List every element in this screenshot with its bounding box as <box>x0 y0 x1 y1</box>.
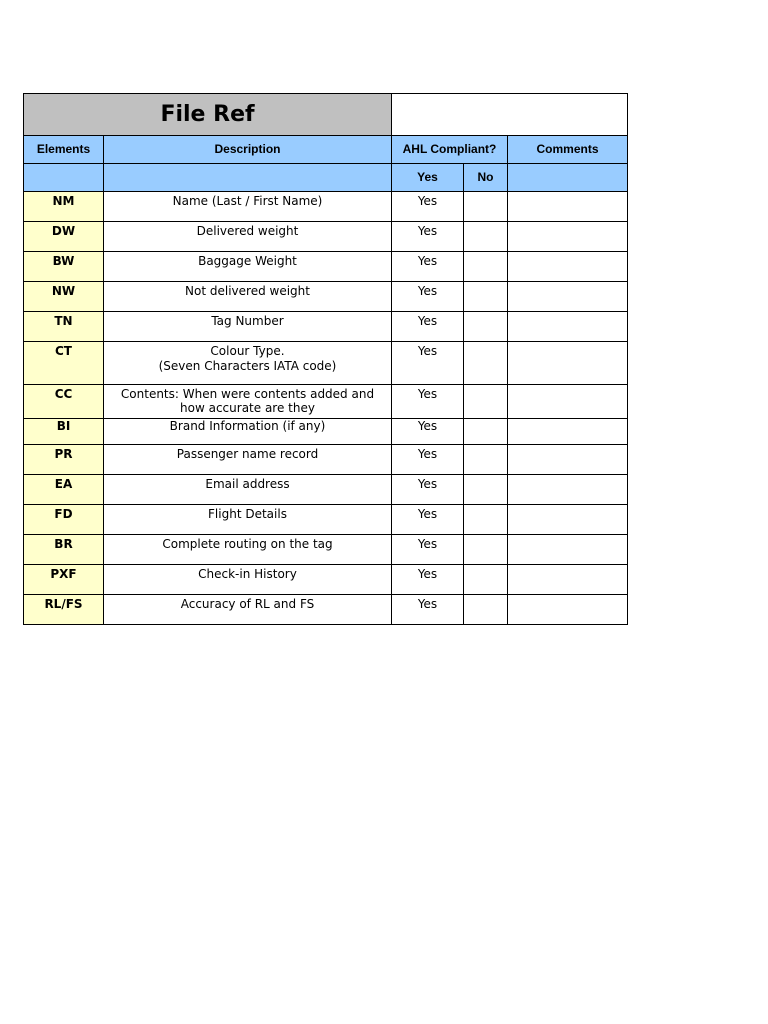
element-code: RL/FS <box>24 595 104 625</box>
comments-cell[interactable] <box>508 505 628 535</box>
compliant-no-cell[interactable] <box>464 192 508 222</box>
table-row <box>24 342 628 385</box>
compliant-yes-cell[interactable]: Yes <box>392 505 464 535</box>
comments-cell[interactable] <box>508 192 628 222</box>
compliance-table <box>23 93 628 625</box>
subheader-blank-comments <box>508 164 628 192</box>
element-code: DW <box>24 222 104 252</box>
element-code: PR <box>24 445 104 475</box>
file-ref-title: File Ref <box>24 94 392 136</box>
file-ref-value-cell[interactable] <box>392 94 628 136</box>
element-code: NM <box>24 192 104 222</box>
compliant-yes-cell[interactable]: Yes <box>392 595 464 625</box>
element-code: EA <box>24 475 104 505</box>
compliant-no-cell[interactable] <box>464 385 508 419</box>
comments-cell[interactable] <box>508 222 628 252</box>
compliant-yes-cell[interactable]: Yes <box>392 565 464 595</box>
header-row <box>24 136 628 164</box>
header-ahl-compliant: AHL Compliant? <box>392 136 508 164</box>
compliant-no-cell[interactable] <box>464 419 508 445</box>
element-code: PXF <box>24 565 104 595</box>
table-row <box>24 222 628 252</box>
table-row <box>24 312 628 342</box>
element-description: Baggage Weight <box>104 252 392 282</box>
compliant-yes-cell[interactable]: Yes <box>392 419 464 445</box>
element-code: FD <box>24 505 104 535</box>
compliant-no-cell[interactable] <box>464 595 508 625</box>
element-description: Tag Number <box>104 312 392 342</box>
table-row <box>24 565 628 595</box>
element-description: Delivered weight <box>104 222 392 252</box>
compliant-no-cell[interactable] <box>464 565 508 595</box>
element-description: Passenger name record <box>104 445 392 475</box>
element-code: BR <box>24 535 104 565</box>
subheader-yes: Yes <box>392 164 464 192</box>
comments-cell[interactable] <box>508 445 628 475</box>
element-code: NW <box>24 282 104 312</box>
compliant-no-cell[interactable] <box>464 475 508 505</box>
comments-cell[interactable] <box>508 419 628 445</box>
title-row <box>24 94 628 136</box>
compliant-no-cell[interactable] <box>464 445 508 475</box>
comments-cell[interactable] <box>508 535 628 565</box>
table-row <box>24 252 628 282</box>
table-row <box>24 595 628 625</box>
element-description: Not delivered weight <box>104 282 392 312</box>
compliant-yes-cell[interactable]: Yes <box>392 282 464 312</box>
element-code: CC <box>24 385 104 419</box>
table-row <box>24 535 628 565</box>
subheader-no: No <box>464 164 508 192</box>
compliant-yes-cell[interactable]: Yes <box>392 252 464 282</box>
compliant-yes-cell[interactable]: Yes <box>392 385 464 419</box>
subheader-blank-elements <box>24 164 104 192</box>
subheader-blank-description <box>104 164 392 192</box>
header-elements: Elements <box>24 136 104 164</box>
element-description: Flight Details <box>104 505 392 535</box>
table-row <box>24 385 628 419</box>
element-description: Accuracy of RL and FS <box>104 595 392 625</box>
element-code: BI <box>24 419 104 445</box>
comments-cell[interactable] <box>508 595 628 625</box>
element-description: Check-in History <box>104 565 392 595</box>
compliant-yes-cell[interactable]: Yes <box>392 475 464 505</box>
element-description: Email address <box>104 475 392 505</box>
element-code: CT <box>24 342 104 385</box>
element-code: BW <box>24 252 104 282</box>
compliance-sheet <box>23 93 627 625</box>
element-description: Colour Type. (Seven Characters IATA code) <box>104 342 392 385</box>
table-row <box>24 445 628 475</box>
element-description: Brand Information (if any) <box>104 419 392 445</box>
element-description: Name (Last / First Name) <box>104 192 392 222</box>
comments-cell[interactable] <box>508 312 628 342</box>
header-comments: Comments <box>508 136 628 164</box>
table-row <box>24 192 628 222</box>
table-row <box>24 505 628 535</box>
header-description: Description <box>104 136 392 164</box>
compliant-yes-cell[interactable]: Yes <box>392 192 464 222</box>
compliant-no-cell[interactable] <box>464 342 508 385</box>
compliant-yes-cell[interactable]: Yes <box>392 445 464 475</box>
element-description: Contents: When were contents added and how accurate are they <box>104 385 392 419</box>
comments-cell[interactable] <box>508 252 628 282</box>
comments-cell[interactable] <box>508 475 628 505</box>
comments-cell[interactable] <box>508 282 628 312</box>
table-row <box>24 419 628 445</box>
element-description: Complete routing on the tag <box>104 535 392 565</box>
compliant-no-cell[interactable] <box>464 535 508 565</box>
element-code: TN <box>24 312 104 342</box>
compliant-yes-cell[interactable]: Yes <box>392 222 464 252</box>
comments-cell[interactable] <box>508 342 628 385</box>
subheader-row <box>24 164 628 192</box>
comments-cell[interactable] <box>508 565 628 595</box>
compliant-yes-cell[interactable]: Yes <box>392 535 464 565</box>
table-row <box>24 475 628 505</box>
compliant-no-cell[interactable] <box>464 222 508 252</box>
comments-cell[interactable] <box>508 385 628 419</box>
compliant-no-cell[interactable] <box>464 505 508 535</box>
compliant-yes-cell[interactable]: Yes <box>392 342 464 385</box>
table-row <box>24 282 628 312</box>
compliant-no-cell[interactable] <box>464 312 508 342</box>
compliant-no-cell[interactable] <box>464 282 508 312</box>
compliant-yes-cell[interactable]: Yes <box>392 312 464 342</box>
compliant-no-cell[interactable] <box>464 252 508 282</box>
